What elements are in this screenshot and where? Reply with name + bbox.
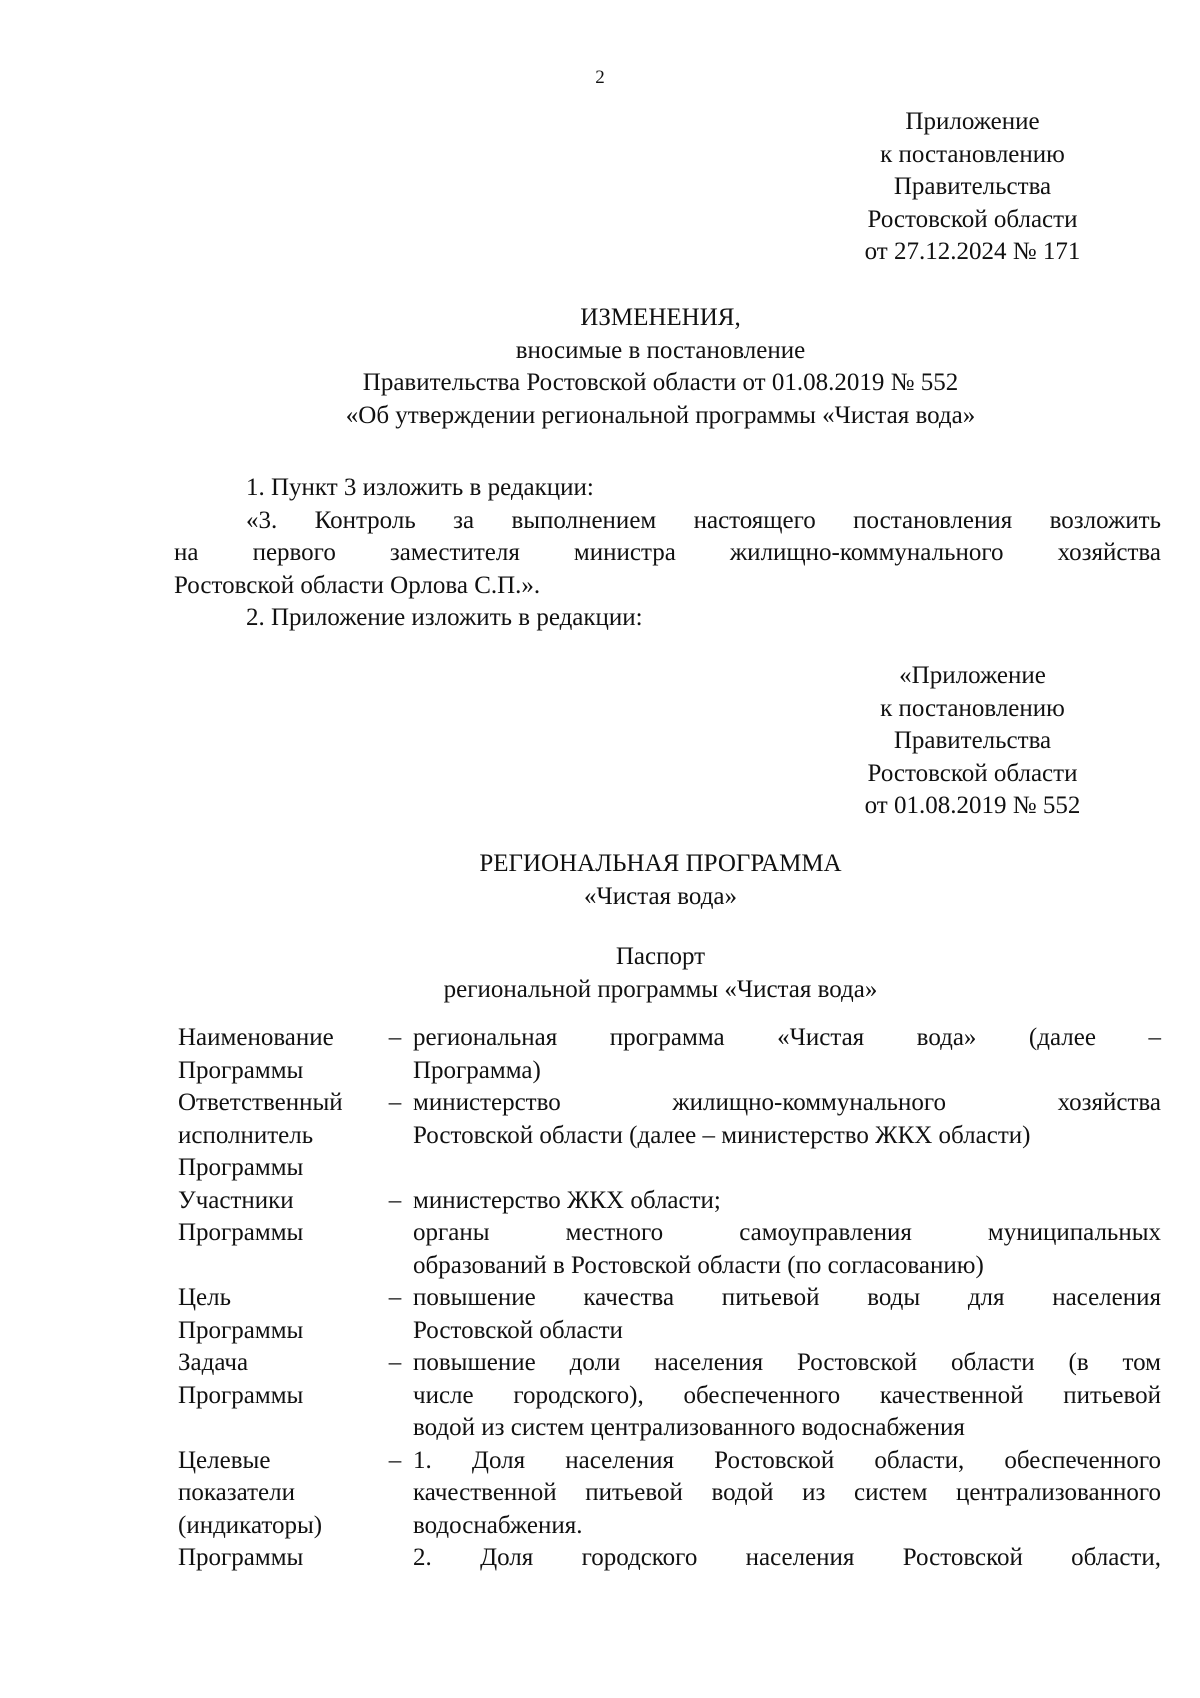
value-line: 2. Доля городского населения Ростовской области,: [413, 1544, 1161, 1571]
appendix-line: Правительства: [893, 727, 1052, 754]
label-line: Ответственный: [178, 1089, 343, 1116]
label-line: (индикаторы): [178, 1511, 323, 1539]
label-line: показатели: [178, 1479, 295, 1506]
passport-label: [178, 1282, 377, 1347]
label-line: Программы: [178, 1316, 304, 1344]
passport-label: [178, 1022, 377, 1087]
value-line: Ростовской области (далее – министерство ЖКХ области): [413, 1121, 1031, 1149]
value-line: образований в Ростовской области (по согласованию): [413, 1251, 984, 1279]
changes-subtitle-line: «Об утверждении региональной программы «Чистая вода»: [345, 401, 976, 429]
passport-value: [413, 1185, 1161, 1283]
value-line: числе городского), обеспеченного качественной питьевой: [413, 1381, 1161, 1409]
value-line: региональная программа «Чистая вода» (далее –: [413, 1024, 1161, 1051]
passport-title: Паспорт: [615, 943, 706, 970]
changes-subtitle-line: вносимые в постановление: [515, 336, 806, 364]
label-line: исполнитель: [178, 1121, 314, 1149]
label-line: Участники: [178, 1186, 294, 1214]
passport-row-participants: [178, 1185, 1161, 1283]
label-line: Программы: [178, 1056, 304, 1084]
passport-dash: –: [388, 1089, 402, 1116]
label-line: Задача: [178, 1349, 249, 1376]
appendix-line: Ростовской области: [867, 759, 1078, 787]
changes-title: ИЗМЕНЕНИЯ,: [580, 304, 741, 331]
item-1-quote-line: на первого заместителя министра жилищно-коммунального хозяйства: [174, 539, 1161, 566]
passport-value: [413, 1282, 1161, 1347]
label-line: Целевые: [178, 1446, 271, 1474]
value-line: министерство ЖКХ области;: [413, 1186, 721, 1214]
appendix-line: к постановлению: [880, 140, 1065, 168]
program-title: РЕГИОНАЛЬНАЯ ПРОГРАММА: [479, 850, 842, 877]
passport-row-goal: [178, 1282, 1161, 1347]
value-line: водоснабжения.: [413, 1511, 583, 1539]
appendix-line: к постановлению: [880, 694, 1065, 722]
passport-value: [413, 1022, 1161, 1087]
value-line: повышение доли населения Ростовской области (в том: [413, 1349, 1161, 1376]
value-line: Программа): [413, 1056, 541, 1084]
item-1: 1. Пункт 3 изложить в редакции:: [246, 474, 594, 501]
passport-table: [178, 1022, 1161, 1575]
appendix-line: «Приложение: [899, 662, 1046, 689]
label-line: Наименование: [178, 1024, 334, 1051]
item-2: 2. Приложение изложить в редакции:: [246, 604, 643, 631]
passport-row-task: [178, 1347, 1161, 1445]
passport-label: [178, 1347, 377, 1412]
passport-value: [413, 1347, 1161, 1445]
item-1-quote-line: «3. Контроль за выполнением настоящего постановления возложить: [246, 506, 1161, 534]
appendix-line: Приложение: [905, 108, 1040, 135]
label-line: Программы: [178, 1219, 304, 1246]
changes-heading: [160, 302, 1161, 432]
appendix-line: Ростовской области: [867, 205, 1078, 233]
value-line: качественной питьевой водой из систем централизованного: [413, 1479, 1161, 1506]
passport-label: [178, 1445, 377, 1575]
passport-label: [178, 1185, 377, 1250]
passport-dash: –: [388, 1024, 402, 1051]
item-1-quote-line: Ростовской области Орлова С.П.».: [174, 571, 541, 599]
appendix-block: [805, 106, 1140, 269]
program-heading: [160, 848, 1161, 913]
value-line: органы местного самоуправления муниципальных: [413, 1219, 1161, 1246]
changes-subtitle-line: Правительства Ростовской области от 01.08.2019 № 552: [362, 369, 959, 396]
passport-row-name: [178, 1022, 1161, 1087]
passport-row-indicators: [178, 1445, 1161, 1575]
appendix-line: от 27.12.2024 № 171: [864, 238, 1081, 265]
program-subtitle: «Чистая вода»: [583, 882, 738, 910]
appendix-line: от 01.08.2019 № 552: [864, 792, 1081, 819]
value-line: повышение качества питьевой воды для населения: [413, 1284, 1161, 1311]
value-line: Ростовской области: [413, 1316, 623, 1344]
label-line: Программы: [178, 1544, 304, 1571]
label-line: Программы: [178, 1381, 304, 1409]
passport-heading: [160, 941, 1161, 1006]
label-line: Цель: [178, 1284, 232, 1311]
label-line: Программы: [178, 1154, 304, 1181]
page-number: 2: [595, 67, 605, 88]
value-line: 1. Доля населения Ростовской области, обеспеченного: [413, 1446, 1161, 1474]
passport-label: [178, 1087, 377, 1185]
passport-dash: –: [388, 1446, 402, 1474]
appendix-line: Правительства: [893, 173, 1052, 200]
passport-row-responsible: [178, 1087, 1161, 1185]
passport-value: [413, 1087, 1161, 1152]
value-line: водой из систем централизованного водоснабжения: [413, 1414, 965, 1441]
passport-dash: –: [388, 1186, 402, 1214]
passport-dash: –: [388, 1349, 402, 1376]
value-line: министерство жилищно-коммунального хозяйства: [413, 1089, 1161, 1116]
passport-dash: –: [388, 1284, 402, 1311]
body-paragraphs: [174, 472, 1161, 635]
passport-value: [413, 1445, 1161, 1575]
appendix-quoted-block: [805, 660, 1140, 823]
passport-subtitle: региональной программы «Чистая вода»: [443, 975, 878, 1003]
